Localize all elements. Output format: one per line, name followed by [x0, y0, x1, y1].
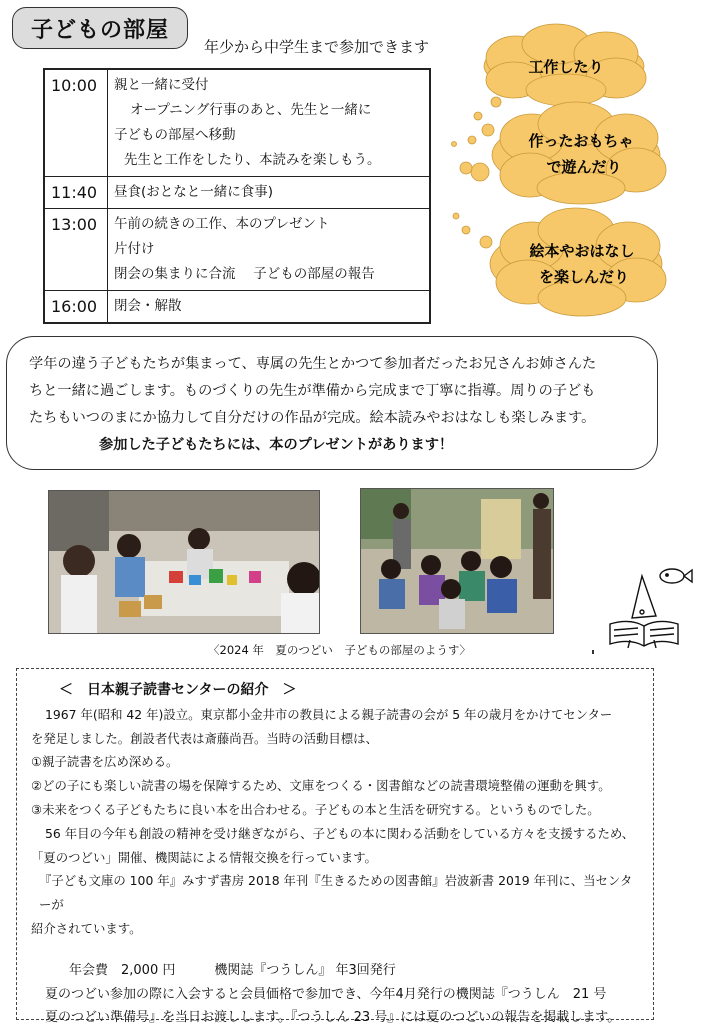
schedule-line: 先生と工作をしたり、本読みを楽しもう。 [124, 152, 381, 168]
schedule-activities [108, 209, 431, 291]
center-paragraph: 1967 年(昭和 42 年)設立。東京都小金井市の教員による親子読書の会が 5 年の歳月をかけてセンター [45, 706, 613, 722]
photo-storytime [360, 488, 554, 634]
reading-character-illustration [600, 560, 696, 652]
section-title: 子どもの部屋 [12, 7, 188, 49]
schedule-line: 片付け [114, 241, 155, 257]
intro-highlight: 参加した子どもたちには、本のプレゼントがあります！ [99, 437, 454, 453]
schedule-row [44, 209, 430, 291]
schedule-row [44, 177, 430, 209]
center-heading: ＜ 日本親子読書センターの紹介 ＞ [59, 682, 297, 698]
photo-caption: 〈2024 年 夏のつどい 子どもの部屋のようす〉 [208, 643, 471, 657]
center-paragraph: を発足しました。創設者代表は斎藤尚吾。当時の活動目標は、 [31, 730, 378, 746]
schedule-table [43, 68, 431, 324]
schedule-row [44, 69, 430, 177]
membership-fee: 年会費 2,000 円 機関誌『つうしん』 年3回発行 [69, 962, 396, 978]
schedule-activities [108, 69, 431, 177]
schedule-time: 13:00 [44, 209, 108, 291]
center-paragraph: 56 年目の今年も創設の精神を受け継ぎながら、子どもの本に関わる活動をしている方々を支援するため、 [45, 825, 635, 841]
thought-clouds [436, 20, 712, 330]
schedule-line: 閉会・解散 [114, 298, 182, 314]
photo-storytime-image [361, 489, 553, 633]
center-paragraph: ②どの子にも楽しい読書の場を保障するため、文庫をつくる・図書館などの読書環境整備の運動を興す。 [31, 778, 611, 794]
center-intro-box [16, 668, 654, 1026]
schedule-line: 親と一緒に受付 [114, 77, 209, 93]
membership-note: 夏のつどい参加の際に入会すると会員価格で参加でき、今年4月発行の機関誌『つうしん 21 号 [45, 986, 607, 1002]
intro-line: 学年の違う子どもたちが集まって、専属の先生とかつて参加者だったお兄さんお姉さんた [29, 356, 597, 372]
photo-crafts [48, 490, 320, 634]
cloud-text: で遊んだり [546, 158, 622, 176]
intro-box [6, 336, 658, 470]
center-paragraph: 「夏のつどい」開催、機関誌による情報交換を行っています。 [31, 849, 377, 865]
schedule-activities [108, 291, 431, 324]
schedule-time: 11:40 [44, 177, 108, 209]
section-subtitle: 年少から中学生まで参加できます [204, 38, 430, 56]
cloud-text: 作ったおもちゃ [528, 132, 634, 150]
schedule-time: 10:00 [44, 69, 108, 177]
center-paragraph: 紹介されています。 [31, 920, 142, 936]
intro-line: ちと一緒に過ごします。ものづくりの先生が準備から完成まで丁寧に指導。周りの子ども [29, 383, 596, 399]
cloud-text: 絵本やおはなし [529, 242, 635, 260]
schedule-line: 昼食(おとなと一緒に食事) [114, 184, 274, 200]
schedule-time: 16:00 [44, 291, 108, 324]
schedule-row [44, 291, 430, 324]
center-paragraph: ③未来をつくる子どもたちに良い本を出合わせる。子どもの本と生活を研究する。というものでした。 [31, 801, 600, 817]
schedule-activities [108, 177, 431, 209]
schedule-line: 午前の続きの工作、本のプレゼント [114, 216, 330, 232]
center-paragraph: ①親子読書を広め深める。 [31, 754, 179, 770]
intro-line: たちもいつのまにか協力して自分だけの作品が完成。絵本読みやおはなしも楽しみます。 [29, 410, 596, 426]
schedule-line: 子どもの部屋へ移動 [114, 127, 236, 143]
schedule-line: オープニング行事のあと、先生と一緒に [130, 102, 372, 118]
schedule-line: 閉会の集まりに合流 子どもの部屋の報告 [114, 266, 375, 282]
photo-crafts-image [49, 491, 319, 633]
cloud-text: を楽しんだり [538, 268, 630, 286]
dot-mark [592, 650, 594, 654]
center-paragraph: 『子ども文庫の 100 年』みすず書房 2018 年刊『生きるための図書館』岩波新書 2019 年刊に、当センターが [39, 873, 633, 913]
cloud-text: 工作したり [528, 58, 604, 76]
membership-note: 夏のつどい準備号』を当日お渡しします。『つうしん 23 号』には夏のつどいの報告を掲載します。 [45, 1010, 621, 1026]
